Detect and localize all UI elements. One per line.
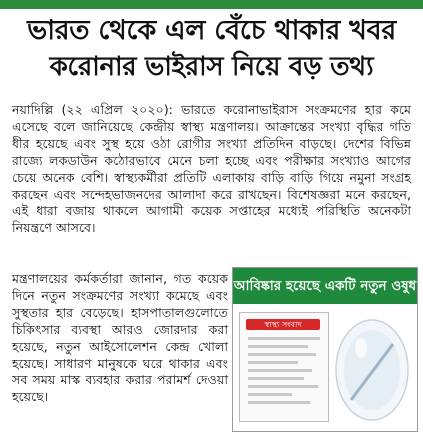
advertisement-box[interactable] — [232, 267, 418, 432]
package-line — [248, 393, 292, 396]
article-paragraph-1: নয়াদিল্লি (২২ এপ্রিল ২০২০): ভারতে করোনাভাইরাস সংক্রমণের হার কমে এসেছে বলে জানিয়েছে কেন্দ্রীয় স্বাস্থ্য মন্ত্রণালয়। আক্রান্তের সংখ্যা বৃদ্ধির গতি ধীর হয়েছে এবং সুস্থ হয়ে ওঠা রোগীর সংখ্যা প্রতিদিন বাড়ছে। দেশের বিভিন্ন রাজ্যে লকডাউন কঠোরভাবে মেনে চলা হচ্ছে এবং পরীক্ষার সংখ্যাও আগের চেয়ে অনেক বেশি। স্বাস্থ্যকর্মীরা প্রতিটি এলাকায় বাড়ি বাড়ি গিয়ে নমুনা সংগ্রহ করছেন এবং সন্দেহভাজনদের আলাদা করে রাখছেন। বিশেষজ্ঞরা মনে করছেন, এই ধারা বজায় থাকলে আগামী কয়েক সপ্তাহের মধ্যেই পরিস্থিতি অনেকটা নিয়ন্ত্রণে আসবে। — [12, 102, 411, 236]
ad-pill-label: স্বাস্থ্য সংবাদ — [246, 319, 320, 330]
headline-line-1: ভারত থেকে এল বেঁচে থাকার খবর — [27, 15, 396, 46]
package-line — [248, 369, 312, 372]
package-line — [248, 345, 308, 348]
top-green-strip — [0, 0, 423, 9]
headline-line-2: করোনার ভাইরাস নিয়ে বড় তথ্য — [49, 52, 374, 82]
article-paragraph-2: মন্ত্রণালয়ের কর্মকর্তারা জানান, গত কয়েক দিনে নতুন সংক্রমণের সংখ্যা কমেছে এবং সুস্থতার হার বেড়েছে। হাসপাতালগুলোতে চিকিৎসার ব্যবস্থা আরও জোরদার করা হয়েছে, নতুন আইসোলেশন কেন্দ্র খোলা হয়েছে। সাধারণ মানুষকে ঘরে থাকার এবং সব সময় মাস্ক ব্যবহার করার পরামর্শ দেওয়া হয়েছে। — [12, 271, 228, 405]
article-body — [12, 102, 411, 237]
package-line — [248, 377, 304, 380]
ad-header: আবিষ্কার হয়েছে একটি নতুন ওষুধ — [233, 268, 417, 304]
product-package-image — [239, 312, 329, 422]
tablet-pill-icon — [331, 308, 413, 428]
package-line — [248, 337, 320, 340]
package-line — [248, 401, 310, 404]
package-line — [248, 385, 318, 388]
article-column — [12, 271, 228, 406]
ad-body — [233, 304, 417, 431]
package-line — [248, 353, 316, 356]
package-line — [248, 361, 298, 364]
